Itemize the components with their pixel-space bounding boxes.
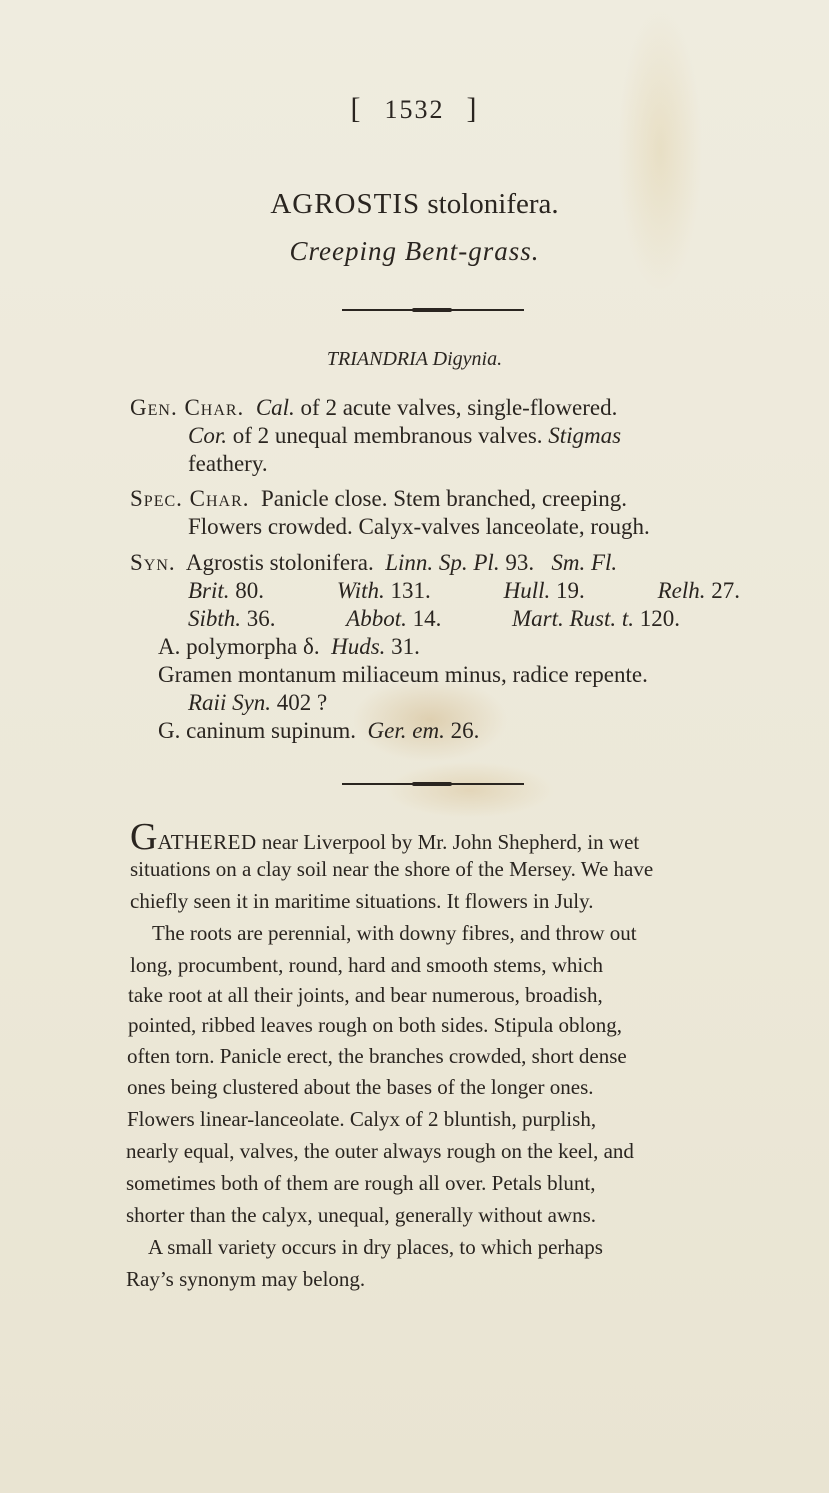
gen-char-cal: Cal. xyxy=(255,395,295,420)
syn-text-1: Agrostis stolonifera. xyxy=(185,550,374,575)
syn-text-4: A. polymorpha xyxy=(158,634,298,659)
description-line: The roots are perennial, with downy fibres, and throw out xyxy=(152,921,637,945)
syn-num-1: 93. xyxy=(505,550,535,575)
syn-ref-abbr: Mart. Rust. t. xyxy=(511,606,634,631)
syn-line-1 xyxy=(130,549,617,577)
gen-char-line-2 xyxy=(188,422,621,450)
description-line: take root at all their joints, and bear numerous, broadish, xyxy=(128,983,603,1007)
gen-char-line-3: feathery. xyxy=(188,451,268,476)
species-title xyxy=(0,188,829,221)
syn-ref-abbr: With. xyxy=(336,578,385,603)
syn-label: Syn. xyxy=(130,550,176,575)
common-name: Creeping Bent-grass. xyxy=(289,236,540,266)
syn-ref-2: Sm. Fl. xyxy=(551,550,618,575)
syn-ref-raii: Raii Syn. xyxy=(188,690,272,715)
syn-ref-abbr: Brit. xyxy=(188,578,230,603)
description-line: often torn. Panicle erect, the branches crowded, short dense xyxy=(127,1044,627,1068)
description-line: chiefly seen it in maritime situations. It flowers in July. xyxy=(130,889,594,913)
description-line: shorter than the calyx, unequal, generally without awns. xyxy=(126,1203,597,1227)
description-line: long, procumbent, round, hard and smooth stems, which xyxy=(130,953,604,977)
syn-ref-num: 36. xyxy=(246,606,276,631)
syn-ref-abbr: Abbot. xyxy=(346,606,407,631)
syn-ref xyxy=(346,605,441,633)
syn-num-ger: 26. xyxy=(450,718,480,743)
syn-line-4 xyxy=(158,633,420,661)
opening-word: ATHERED xyxy=(157,830,257,854)
description-line xyxy=(130,816,640,858)
syn-ref xyxy=(188,605,276,633)
syn-text-7: G. caninum supinum. xyxy=(158,718,357,743)
bracket-close: ] xyxy=(466,92,479,125)
syn-num-raii: 402 ? xyxy=(276,690,328,715)
syn-ref xyxy=(188,577,264,605)
description-line: Flowers linear-lanceolate. Calyx of 2 bluntish, purplish, xyxy=(127,1107,597,1131)
ornamental-rule xyxy=(342,783,524,785)
syn-ref-num: 131. xyxy=(390,578,431,603)
spec-char-label: Spec. Char. xyxy=(130,486,250,511)
description-line: ones being clustered about the bases of the longer ones. xyxy=(127,1075,594,1099)
species-name: stolonifera. xyxy=(427,188,559,220)
syn-ref-huds: Huds. xyxy=(331,634,386,659)
syn-ref xyxy=(337,577,431,605)
page-number-value: 1532 xyxy=(384,95,445,124)
spec-char-line-2: Flowers crowded. Calyx-valves lanceolate, rough. xyxy=(188,514,650,539)
syn-line-2 xyxy=(188,577,740,605)
spec-char-line-1 xyxy=(130,485,627,513)
drop-cap: G xyxy=(130,816,158,858)
description-line: situations on a clay soil near the shore of the Mersey. We have xyxy=(130,857,654,881)
order-name: Digynia. xyxy=(432,348,503,370)
genus-name: AGROSTIS xyxy=(270,188,421,220)
description-text: near Liverpool by Mr. John Shepherd, in wet xyxy=(261,830,640,854)
syn-ref-1: Linn. Sp. Pl. xyxy=(385,550,500,575)
gen-char-cor: Cor. xyxy=(188,423,227,448)
syn-ref xyxy=(504,577,585,605)
syn-ref-num: 19. xyxy=(556,578,585,603)
ornamental-rule xyxy=(342,309,524,311)
syn-num-huds: 31. xyxy=(391,634,420,659)
gen-char-label: Gen. Char. xyxy=(130,395,245,420)
syn-line-7 xyxy=(158,717,479,745)
description-line: A small variety occurs in dry places, to which perhaps xyxy=(148,1235,603,1259)
gen-char-text-2: of 2 unequal membranous valves. xyxy=(232,423,543,448)
syn-ref-abbr: Sibth. xyxy=(188,606,242,631)
syn-line-6 xyxy=(188,689,327,717)
syn-ref xyxy=(658,577,740,605)
spec-char-text-1: Panicle close. Stem branched, creeping. xyxy=(261,486,627,511)
gen-char-line-1 xyxy=(130,394,617,422)
syn-ref-num: 27. xyxy=(711,578,740,603)
syn-ref-num: 120. xyxy=(639,606,680,631)
gen-char-stigmas: Stigmas xyxy=(548,423,622,448)
syn-ref-ger: Ger. em. xyxy=(367,718,445,743)
description-line: sometimes both of them are rough all over. Petals blunt, xyxy=(126,1171,596,1195)
syn-ref xyxy=(512,605,680,633)
description-line: pointed, ribbed leaves rough on both sides. Stipula oblong, xyxy=(128,1013,623,1037)
syn-ref-abbr: Relh. xyxy=(657,578,706,603)
description-line: Ray’s synonym may belong. xyxy=(126,1267,366,1291)
classification xyxy=(0,348,829,371)
bracket-open: [ xyxy=(350,92,363,125)
syn-variety-symbol: δ. xyxy=(303,634,320,659)
gen-char-text-1: of 2 acute valves, single-flowered. xyxy=(300,395,618,420)
page-number xyxy=(0,92,829,126)
syn-line-5: Gramen montanum miliaceum minus, radice repente. xyxy=(158,662,648,687)
class-name: TRIANDRIA xyxy=(326,348,428,370)
syn-ref-abbr: Hull. xyxy=(503,578,551,603)
syn-line-3 xyxy=(188,605,680,633)
syn-ref-num: 80. xyxy=(235,578,265,603)
syn-ref-num: 14. xyxy=(412,606,442,631)
description-line: nearly equal, valves, the outer always rough on the keel, and xyxy=(126,1139,634,1163)
